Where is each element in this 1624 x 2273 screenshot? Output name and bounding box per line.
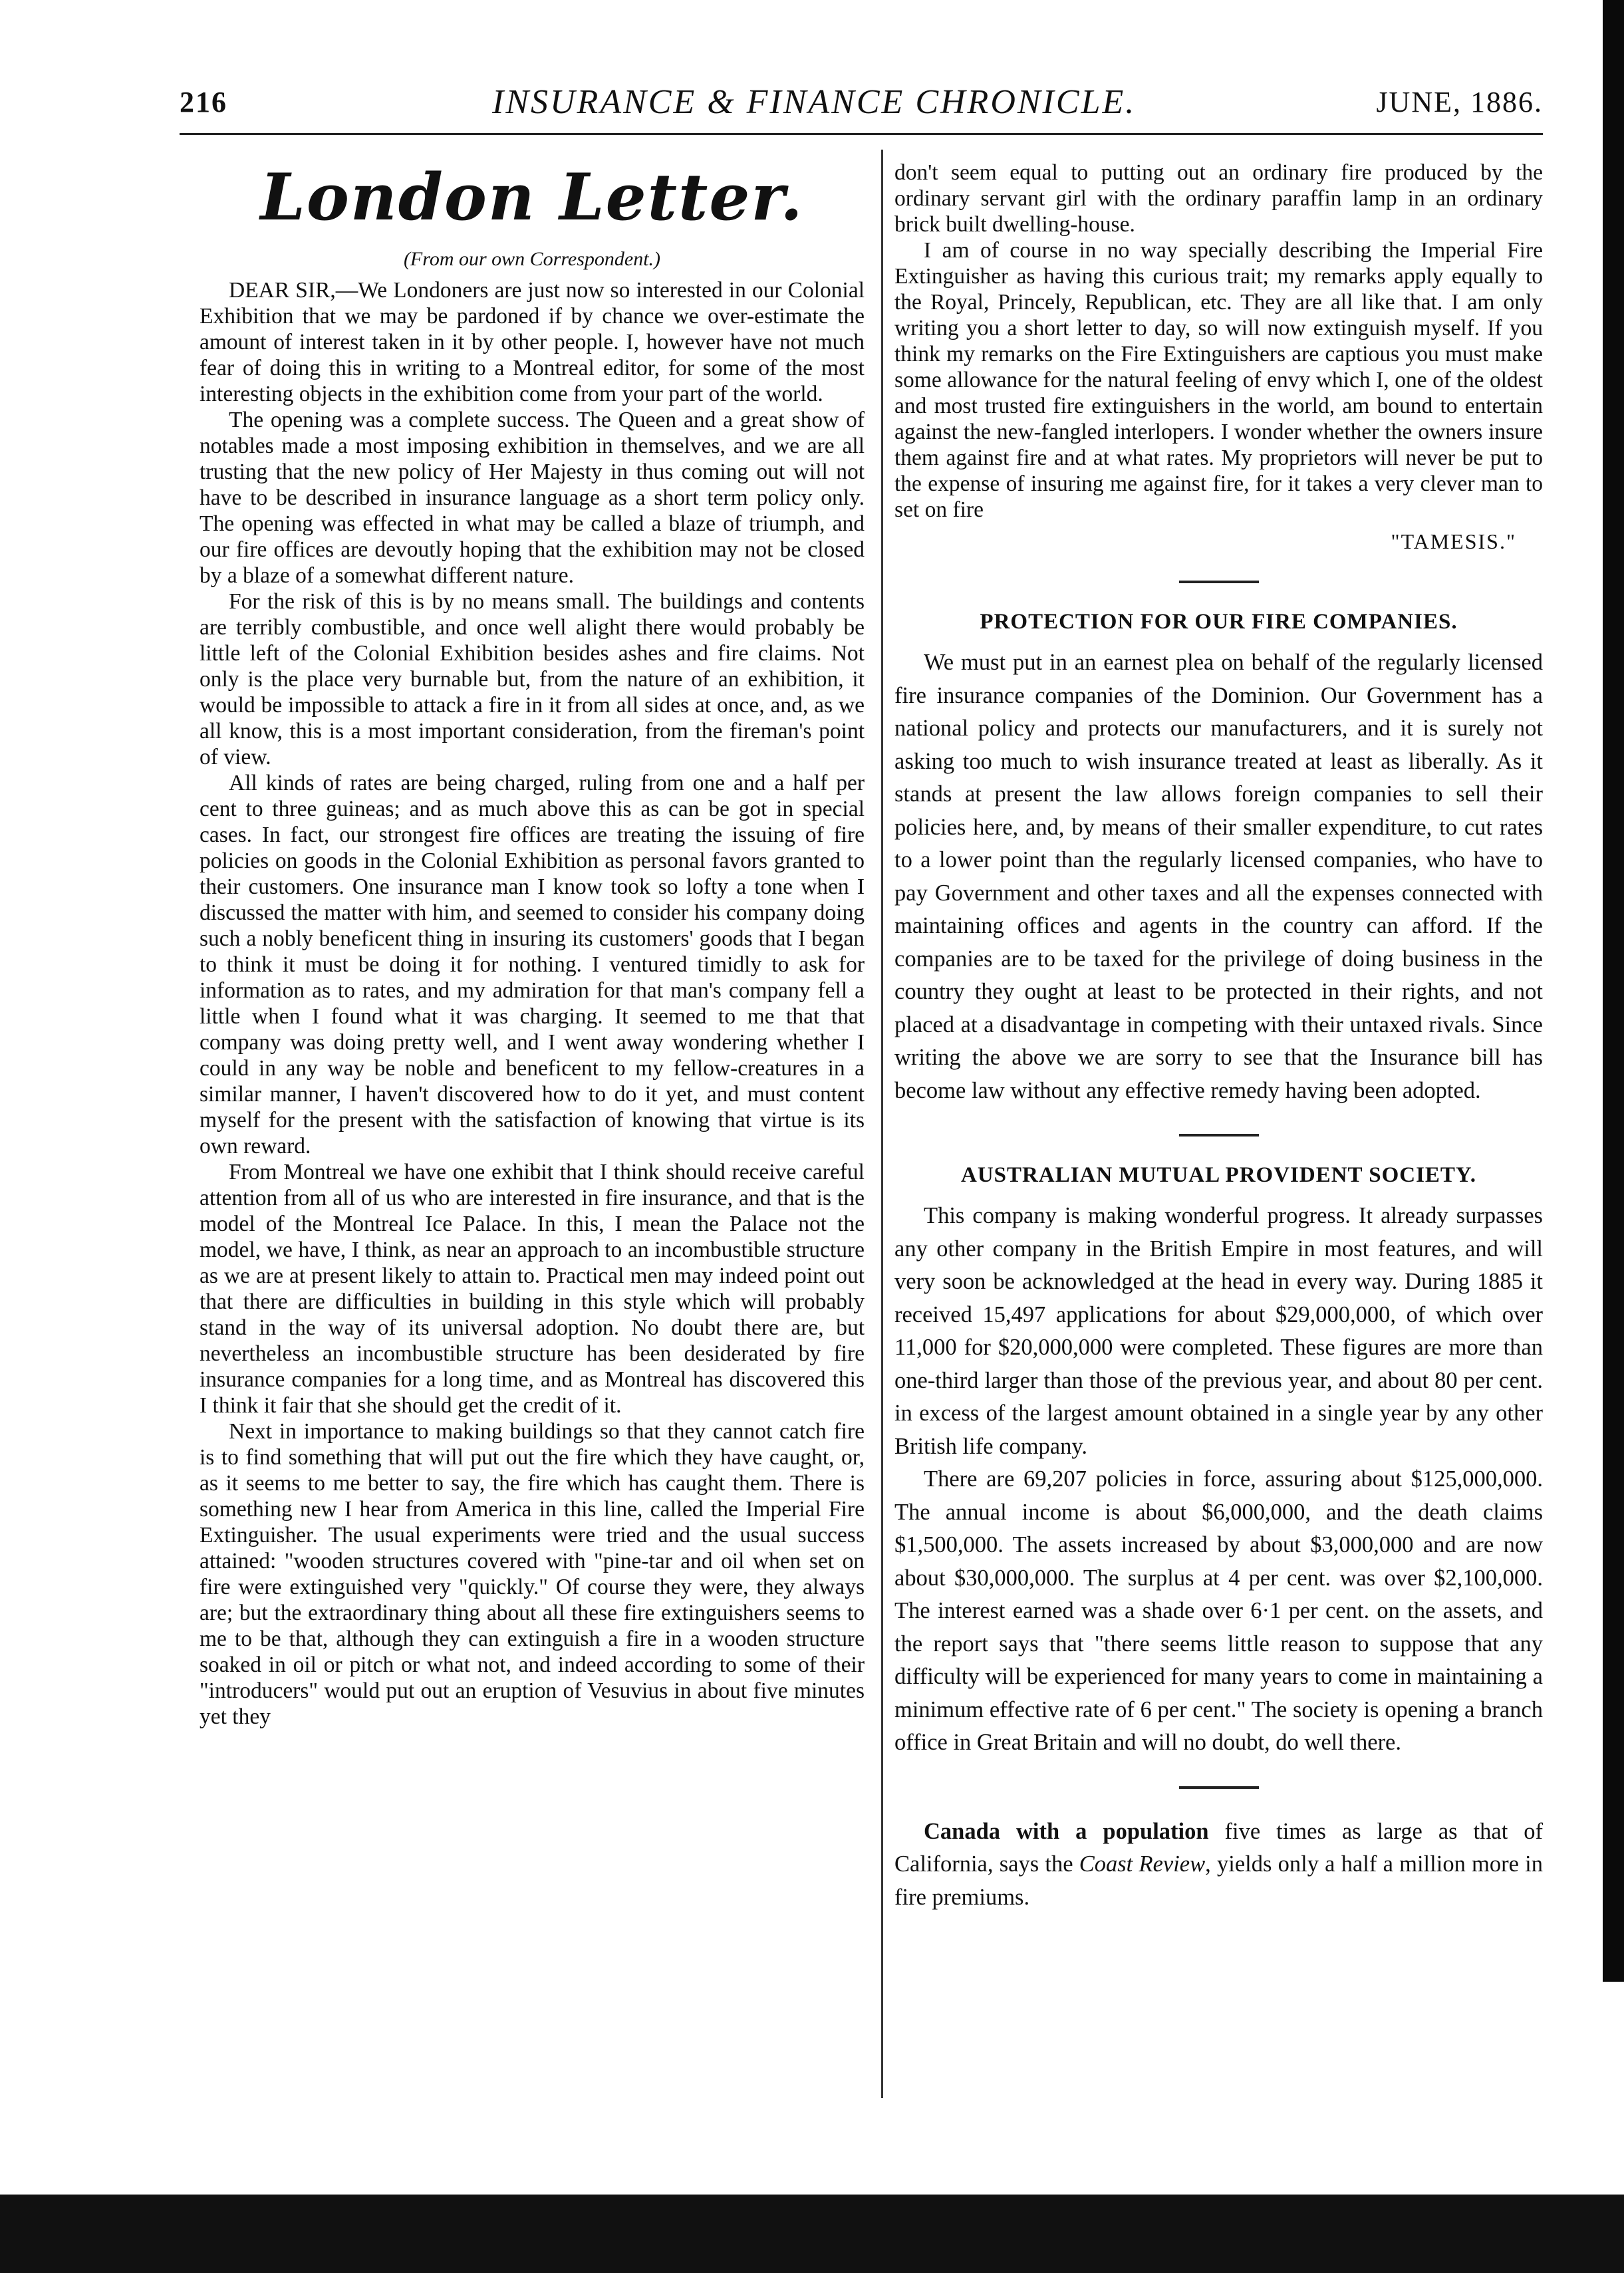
section-rule bbox=[1179, 1786, 1259, 1789]
canada-note-source: Coast Review bbox=[1079, 1851, 1206, 1877]
article-title: London Letter. bbox=[260, 160, 804, 235]
journal-title: INSURANCE & FINANCE CHRONICLE. bbox=[492, 83, 1137, 121]
australian-paragraph: There are 69,207 policies in force, assuring about $125,000,000. The annual income is about $6,000,000, and the death claims $1,500,000. The assets increased by about $3,000,000 and are now about $30,000,000. The surplus at 4 per cent. was over $2,100,000. The interest earned was a shade over 6·1 per cent. on the assets, and the report says that "there seems little reason to suppose that any difficulty will be experienced for many years to come in maintaining a minimum effective rate of 6 per cent." The society is opening a branch office in Great Britain and will no doubt, do well there. bbox=[894, 1466, 1543, 1755]
article-paragraph: Next in importance to making buildings so that they cannot catch fire is to find something that will put out the fire which they have caught, or, as it seems to me better to say, the fire which has caught them. There is something new I hear from America in this line, called the Imperial Fire Extinguisher. The usual experiments were tried and the usual success attained: "wooden structures covered with "pine-tar and oil when set on fire were extinguished very "quickly." Of course they were, they always are; but the extraordinary thing about all these fire extinguishers seems to me to be that, although they can extinguish a fire in a wooden structure soaked in oil or pitch or what not, and indeed according to some of their "introducers" would put out an eruption of Vesuvius in about five minutes yet they bbox=[200, 1419, 865, 1729]
left-column bbox=[200, 160, 865, 1730]
header-rule bbox=[180, 133, 1543, 135]
article-paragraph: DEAR SIR,—We Londoners are just now so interested in our Colonial Exhibition that we may be pardoned if by chance we over-estimate the amount of interest taken in it by other people. I, however have not much fear of doing this in writing to a Montreal editor, for some of the most interesting objects in the exhibition come from your part of the world. bbox=[200, 278, 865, 406]
section-rule bbox=[1179, 581, 1259, 583]
article-paragraph: From Montreal we have one exhibit that I think should receive careful attention from all of us who are interested in fire insurance, and that is the model of the Montreal Ice Palace. In this, I mean the Palace not the model, we have, I think, as near an approach to an incombustible structure as we are at present likely to attain to. Practical men may indeed point out that there are difficulties in building in this style which will probably stand in the way of its universal adoption. No doubt there are, but nevertheless an incombustible structure has been desiderated by fire insurance companies for a long time, and as Montreal has discovered this I think it fair that she should get the credit of it. bbox=[200, 1160, 865, 1418]
running-header bbox=[180, 80, 1543, 126]
article-paragraph: The opening was a complete success. The Queen and a great show of notables made a most imposing exhibition in themselves, and we are all trusting that the new policy of Her Majesty in thus coming out will not have to be described in insurance language as a short term policy only. The opening was effected in what may be called a blaze of triumph, and our fire offices are devoutly hoping that the exhibition may not be closed by a blaze of a somewhat different nature. bbox=[200, 408, 865, 588]
article-paragraph: For the risk of this is by no means small. The buildings and contents are terribly combustible, and once well alight there would probably be little left of the Colonial Exhibition besides ashes and fire claims. Not only is the place very burnable but, from the nature of an exhibition, it would be impossible to attack a fire in it from all sides at once, and, as we all know, this is a most important consideration, from the fireman's point of view. bbox=[200, 589, 865, 769]
protection-paragraph: We must put in an earnest plea on behalf of the regularly licensed fire insurance companies of the Dominion. Our Government has a national policy and protects our manufacturers, and it is surely not asking too much to wish insurance treated at least as liberally. As it stands at present the law allows foreign companies to sell their policies here, and, by means of their smaller expenditure, to cut rates to a lower point than the regularly licensed companies, who have to pay Government and other taxes and all the expenses connected with maintaining offices and agents in the country can afford. If the companies are to be taxed for the privilege of doing business in the country they ought at least to be protected in their rights, and not placed at a disadvantage in competing with their untaxed rivals. Since writing the above we are sorry to see that the Insurance bill has become law without any effective remedy having been adopted. bbox=[894, 650, 1543, 1103]
article-paragraph-continued: don't seem equal to putting out an ordinary fire produced by the ordinary servant girl with the ordinary paraffin lamp in an ordinary brick built dwelling-house. bbox=[894, 160, 1543, 237]
canada-note-lead: Canada with a population bbox=[924, 1818, 1209, 1844]
scan-edge-shadow bbox=[1603, 0, 1624, 1982]
issue-date: JUNE, 1886. bbox=[1376, 86, 1543, 118]
article-paragraph-continued: I am of course in no way specially describing the Imperial Fire Extinguisher as having this curious trait; my remarks apply equally to the Royal, Princely, Republican, etc. They are all like that. I am only writing you a short letter to day, so will now extinguish myself. If you think my remarks on the Fire Extinguishers are captious you must make some allowance for the natural feeling of envy which I, one of the oldest and most trusted fire extinguishers in the world, am bound to entertain against the new-fangled interlopers. I wonder whether the owners insure them against fire and at what rates. My proprietors will never be put to the expense of insuring me against fire, for it takes a very clever man to set on fire bbox=[894, 238, 1543, 522]
article-signature: "TAMESIS." bbox=[1391, 529, 1516, 553]
section-rule bbox=[1179, 1134, 1259, 1136]
column-divider bbox=[881, 150, 883, 2098]
australian-heading: AUSTRALIAN MUTUAL PROVIDENT SOCIETY. bbox=[961, 1163, 1476, 1187]
scan-bottom-strip bbox=[0, 2195, 1624, 2273]
article-paragraph: All kinds of rates are being charged, ruling from one and a half per cent to three guineas; and as much above this as can be got in special cases. In fact, our strongest fire offices are treating the issuing of fire policies on goods in the Colonial Exhibition as personal favors granted to their customers. One insurance man I know took so lofty a tone when I discussed the matter with him, and seemed to consider his company doing such a nobly beneficent thing in insuring its customers' goods that I began to think it must be doing it for nothing. I ventured timidly to ask for information as to rates, and my admiration for that man's company fell a little when I found what it was charging. It seemed to me that that company was doing pretty well, and I went away wondering whether I could in any way be noble and beneficent to my fellow-creatures in a similar manner, I haven't discovered how to do it yet, and must content myself for the present with the satisfaction of knowing that virtue is its own reward. bbox=[200, 771, 865, 1158]
canada-note-text-end: , yields only a half a million more in fire premiums. bbox=[894, 1851, 1543, 1910]
protection-heading: PROTECTION FOR OUR FIRE COMPANIES. bbox=[980, 610, 1458, 634]
page-number: 216 bbox=[180, 86, 227, 118]
article-byline: (From our own Correspondent.) bbox=[403, 248, 661, 270]
right-column bbox=[894, 160, 1543, 1914]
canada-note bbox=[894, 1815, 1543, 1915]
canada-note-text: five times as large as that of California, says the bbox=[894, 1818, 1543, 1877]
australian-paragraph: This company is making wonderful progress. It already surpasses any other company in the British Empire in most features, and will very soon be acknowledged at the head in every way. During 1885 it received 15,497 applications for about $29,000,000, of which over 11,000 for $20,000,000 were completed. These figures are more than one-third larger than those of the previous year, and about 80 per cent. in excess of the largest amount obtained in a single year by any other British life company. bbox=[894, 1203, 1543, 1459]
